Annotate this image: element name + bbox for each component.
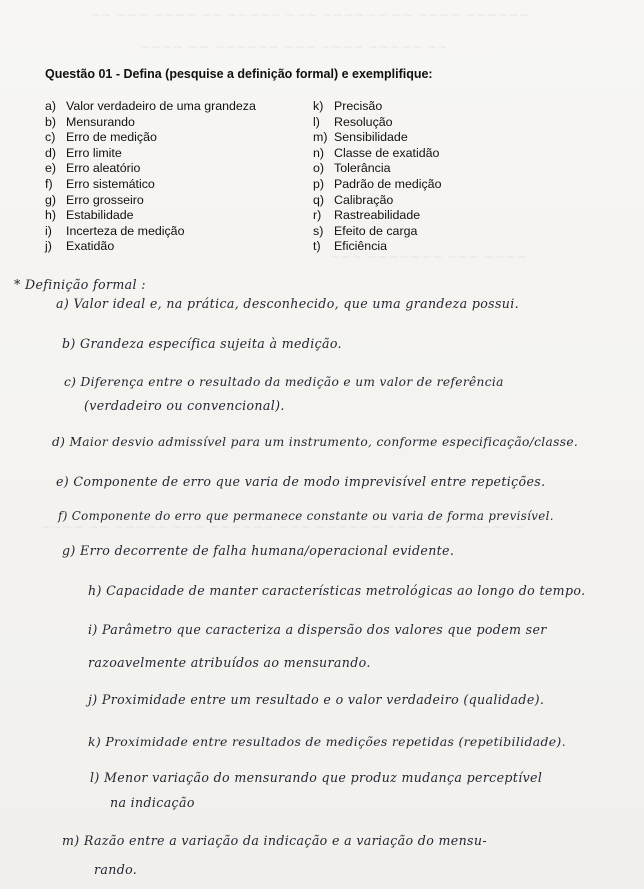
item-letter: g) <box>45 192 57 207</box>
item-text: Efeito de carga <box>334 223 418 238</box>
handwritten-answer-m-line2: rando. <box>94 862 138 877</box>
item-text: Erro grosseiro <box>66 192 144 207</box>
list-item <box>313 239 593 255</box>
list-item <box>313 193 593 209</box>
item-text: Erro de medição <box>66 130 157 145</box>
list-item <box>45 161 313 177</box>
item-text: Tolerância <box>334 161 391 176</box>
item-letter: l) <box>313 114 320 129</box>
list-item <box>45 130 313 146</box>
term-columns <box>45 99 605 255</box>
item-letter: h) <box>45 208 57 223</box>
item-text: Mensurando <box>66 114 135 129</box>
item-letter: r) <box>313 208 322 223</box>
item-letter: j) <box>45 239 52 254</box>
handwritten-answer-h: h) Capacidade de manter características metrológicas ao longo do tempo. <box>88 583 586 598</box>
list-item <box>45 193 313 209</box>
list-item <box>313 224 593 240</box>
item-text: Calibração <box>334 192 394 207</box>
handwritten-answer-g: g) Erro decorrente de falha humana/operacional evidente. <box>62 543 455 558</box>
item-text: Incerteza de medição <box>66 223 185 238</box>
item-letter: b) <box>45 114 57 129</box>
list-item <box>45 208 313 224</box>
item-letter: o) <box>313 161 325 176</box>
handwritten-heading: * Definição formal : <box>14 277 146 292</box>
handwritten-answer-m-line1: m) Razão entre a variação da indicação e a variação do mensu- <box>62 833 487 848</box>
item-letter: f) <box>45 176 53 191</box>
item-letter: t) <box>313 239 321 254</box>
list-item <box>45 224 313 240</box>
item-text: Sensibilidade <box>334 130 408 145</box>
item-letter: p) <box>313 176 325 191</box>
handwritten-answer-i-line1: i) Parâmetro que caracteriza a dispersão dos valores que podem ser <box>88 622 547 637</box>
item-letter: i) <box>45 223 52 238</box>
item-text: Estabilidade <box>66 208 134 223</box>
question-block <box>45 67 605 255</box>
item-text: Exatidão <box>66 239 115 254</box>
handwritten-answer-f: f) Componente do erro que permanece constante ou varia de forma previsível. <box>58 509 554 523</box>
list-item <box>313 208 593 224</box>
term-list-left <box>45 99 313 255</box>
list-item <box>45 239 313 255</box>
list-item <box>313 177 593 193</box>
item-text: Valor verdadeiro de uma grandeza <box>66 99 256 113</box>
item-letter: s) <box>313 223 324 238</box>
list-item <box>45 99 313 115</box>
handwritten-answer-i-line2: razoavelmente atribuídos ao mensurando. <box>88 655 371 670</box>
item-letter: c) <box>45 130 56 145</box>
item-letter: n) <box>313 145 325 160</box>
handwritten-answer-l-line2: na indicação <box>110 795 195 810</box>
bleed-through-texture: ~~~~ ~~ ~~~~~~ ~~~ ~~~~ ~~~~~ ~~ <box>140 40 449 55</box>
list-item <box>45 146 313 162</box>
item-letter: a) <box>45 99 57 113</box>
list-item <box>45 177 313 193</box>
handwritten-answer-a: a) Valor ideal e, na prática, desconhecido, que uma grandeza possui. <box>56 296 519 311</box>
list-item <box>313 130 593 146</box>
handwritten-answer-l-line1: l) Menor variação do mensurando que produz mudança perceptível <box>90 770 543 785</box>
question-title: Questão 01 - Defina (pesquise a definição formal) e exemplifique: <box>45 67 433 81</box>
item-text: Classe de exatidão <box>334 145 440 160</box>
item-letter: d) <box>45 145 57 160</box>
handwritten-answer-k: k) Proximidade entre resultados de medições repetidas (repetibilidade). <box>88 734 566 749</box>
handwritten-answer-c-line1: c) Diferença entre o resultado da medição e um valor de referência <box>64 375 504 389</box>
item-text: Resolução <box>334 114 393 129</box>
list-item <box>313 115 593 131</box>
item-letter: m) <box>313 130 328 145</box>
term-list-right <box>313 99 593 255</box>
handwritten-answer-b: b) Grandeza específica sujeita à medição. <box>62 336 342 351</box>
bleed-through-texture: ~~ ~~~ ~~~~ ~~ ~~~~~ ~~~ ~~~~~~ ~~ ~~~~ ~~~~~~ <box>90 8 531 23</box>
item-text: Erro sistemático <box>66 176 155 191</box>
item-text: Erro aleatório <box>66 161 141 176</box>
item-letter: e) <box>45 161 57 176</box>
item-letter: k) <box>313 99 324 113</box>
item-text: Rastreabilidade <box>334 208 421 223</box>
handwritten-answer-e: e) Componente de erro que varia de modo imprevisível entre repetições. <box>56 474 546 489</box>
item-letter: q) <box>313 192 325 207</box>
list-item <box>313 161 593 177</box>
handwritten-answer-c-line2: (verdadeiro ou convencional). <box>84 398 285 413</box>
list-item <box>313 99 593 115</box>
bleed-through-texture: ~~~ ~~~~~~~ ~~~ ~~~~ <box>330 250 528 265</box>
item-text: Eficiência <box>334 239 388 254</box>
item-text: Precisão <box>334 99 383 113</box>
item-text: Padrão de medição <box>334 176 442 191</box>
bleed-through-texture: ~~~~ ~~ ~~~~~ ~~~ ~~~~~~ ~~~ ~~~~~~ ~~~ ~~~~ ~~~~~ <box>40 520 524 535</box>
handwritten-answer-j: j) Proximidade entre um resultado e o valor verdadeiro (qualidade). <box>88 692 545 707</box>
item-text: Erro limite <box>66 145 122 160</box>
list-item <box>45 115 313 131</box>
list-item <box>313 146 593 162</box>
handwritten-answer-d: d) Maior desvio admissível para um instrumento, conforme especificação/classe. <box>52 435 579 449</box>
